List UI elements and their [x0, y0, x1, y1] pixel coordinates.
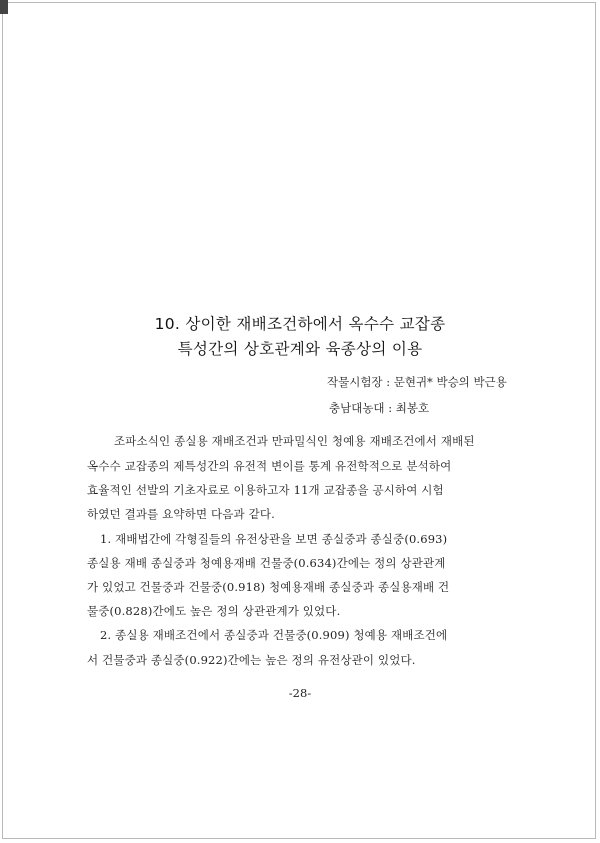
page-border: [2, 2, 596, 839]
body-line: 서 건물중과 종실중(0.922)간에는 높은 정의 유전상관이 있었다.: [87, 653, 416, 667]
body-line: 물중(0.828)간에도 높은 정의 상관관계가 있었다.: [87, 604, 341, 618]
page-number: -28-: [288, 686, 312, 700]
body-line: 종실용 재배 종실중과 청예용재배 건물중(0.634)간에는 정의 상관관계: [87, 556, 446, 570]
scan-edge-mark: [0, 0, 8, 14]
body-line: 2. 종실용 재배조건에서 종실중과 건물중(0.909) 청예용 재배조건에: [100, 628, 448, 642]
author-line-1: 작물시험장 : 문현귀* 박승의 박근용: [327, 375, 507, 389]
body-line: 옥수수 교잡종의 제특성간의 유전적 변이를 통계 유전학적으로 분석하여: [87, 459, 452, 473]
body-line: 1. 재배법간에 각형질들의 유전상관을 보면 종실중과 종실중(0.693): [100, 532, 448, 546]
body-line: 조파소식인 종실용 재배조건과 만파밀식인 청예용 재배조건에서 재배된: [114, 434, 475, 448]
body-line: 하였던 결과를 요약하면 다음과 같다.: [87, 507, 275, 521]
title-line-1: 10. 상이한 재배조건하에서 옥수수 교잡종: [154, 315, 446, 333]
body-line: 효율적인 선발의 기초자료로 이용하고자 11개 교잡종을 공시하여 시험: [87, 483, 444, 497]
title-line-2: 특성간의 상호관계와 육종상의 이용: [177, 340, 423, 358]
body-line: 가 있었고 건물중과 건물중(0.918) 청예용재배 종실중과 종실용재배 건: [87, 580, 450, 594]
author-line-2: 충남대농대 : 최봉호: [329, 401, 430, 415]
